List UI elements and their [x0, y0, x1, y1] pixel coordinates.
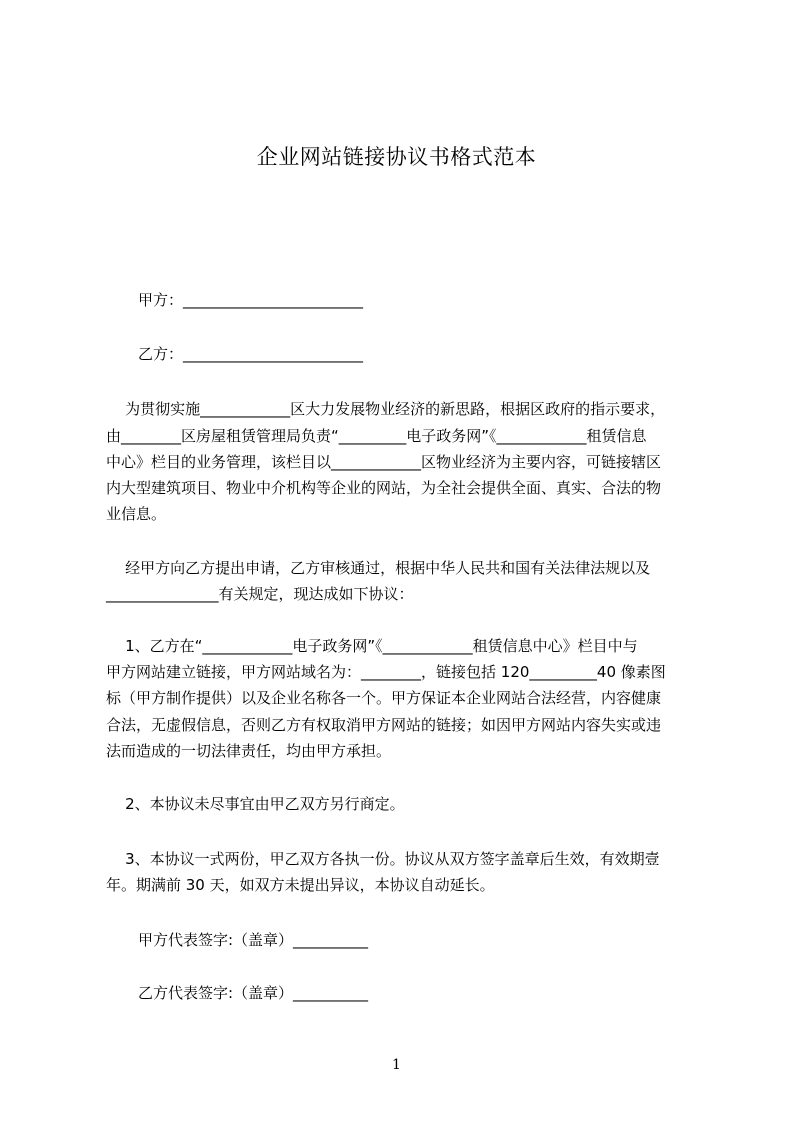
party-b-signature-line: 乙方代表签字:（盖章）__________ — [138, 984, 369, 1002]
paragraph2-line: 经甲方向乙方提出申请，乙方审核通过，根据中华人民共和国有关法律法规以及 — [106, 559, 651, 577]
clause1-line: 法而造成的一切法律责任，均由甲方承担。 — [106, 742, 392, 760]
clause1-line: 标（甲方制作提供）以及企业名称各一个。甲方保证本企业网站合法经营，内容健康 — [106, 689, 662, 707]
paragraph1-line: 由________区房屋租赁管理局负责“_________电子政务网”《____________租赁信息 — [106, 427, 647, 445]
clause1-line: 合法，无虚假信息，否则乙方有权取消甲方网站的链接；如因甲方网站内容失实或违 — [106, 716, 662, 734]
clause1-line: 甲方网站建立链接，甲方网站域名为：________，链接包括 120_________40 像素图 — [106, 663, 666, 681]
paragraph1-line: 为贯彻实施____________区大力发展物业经济的新思路，根据区政府的指示要求， — [106, 400, 666, 418]
clause2-line: 2、本协议未尽事宜由甲乙双方另行商定。 — [106, 795, 405, 813]
party-a-line: 甲方：________________________ — [138, 291, 364, 309]
clause3-line: 3、本协议一式两份，甲乙双方各执一份。协议从双方签字盖章后生效，有效期壹 — [106, 850, 660, 868]
page-number: 1 — [392, 1057, 401, 1073]
paragraph2-line: _______________有关规定，现达成如下协议： — [106, 585, 414, 603]
clause1-line: 1、乙方在“____________电子政务网”《____________租赁信息中心》栏目中与 — [106, 637, 638, 655]
party-b-line: 乙方：________________________ — [138, 345, 364, 363]
paragraph1-line: 业信息。 — [106, 505, 167, 523]
paragraph1-line: 内大型建筑项目、物业中介机构等企业的网站，为全社会提供全面、真实、合法的物 — [106, 479, 662, 497]
clause3-line: 年。期满前 30 天，如双方未提出异议，本协议自动延长。 — [106, 876, 495, 894]
paragraph1-line: 中心》栏目的业务管理，该栏目以____________区物业经济为主要内容，可链接辖区 — [106, 453, 662, 471]
party-a-signature-line: 甲方代表签字:（盖章）__________ — [138, 931, 369, 949]
document-title: 企业网站链接协议书格式范本 — [256, 145, 537, 169]
